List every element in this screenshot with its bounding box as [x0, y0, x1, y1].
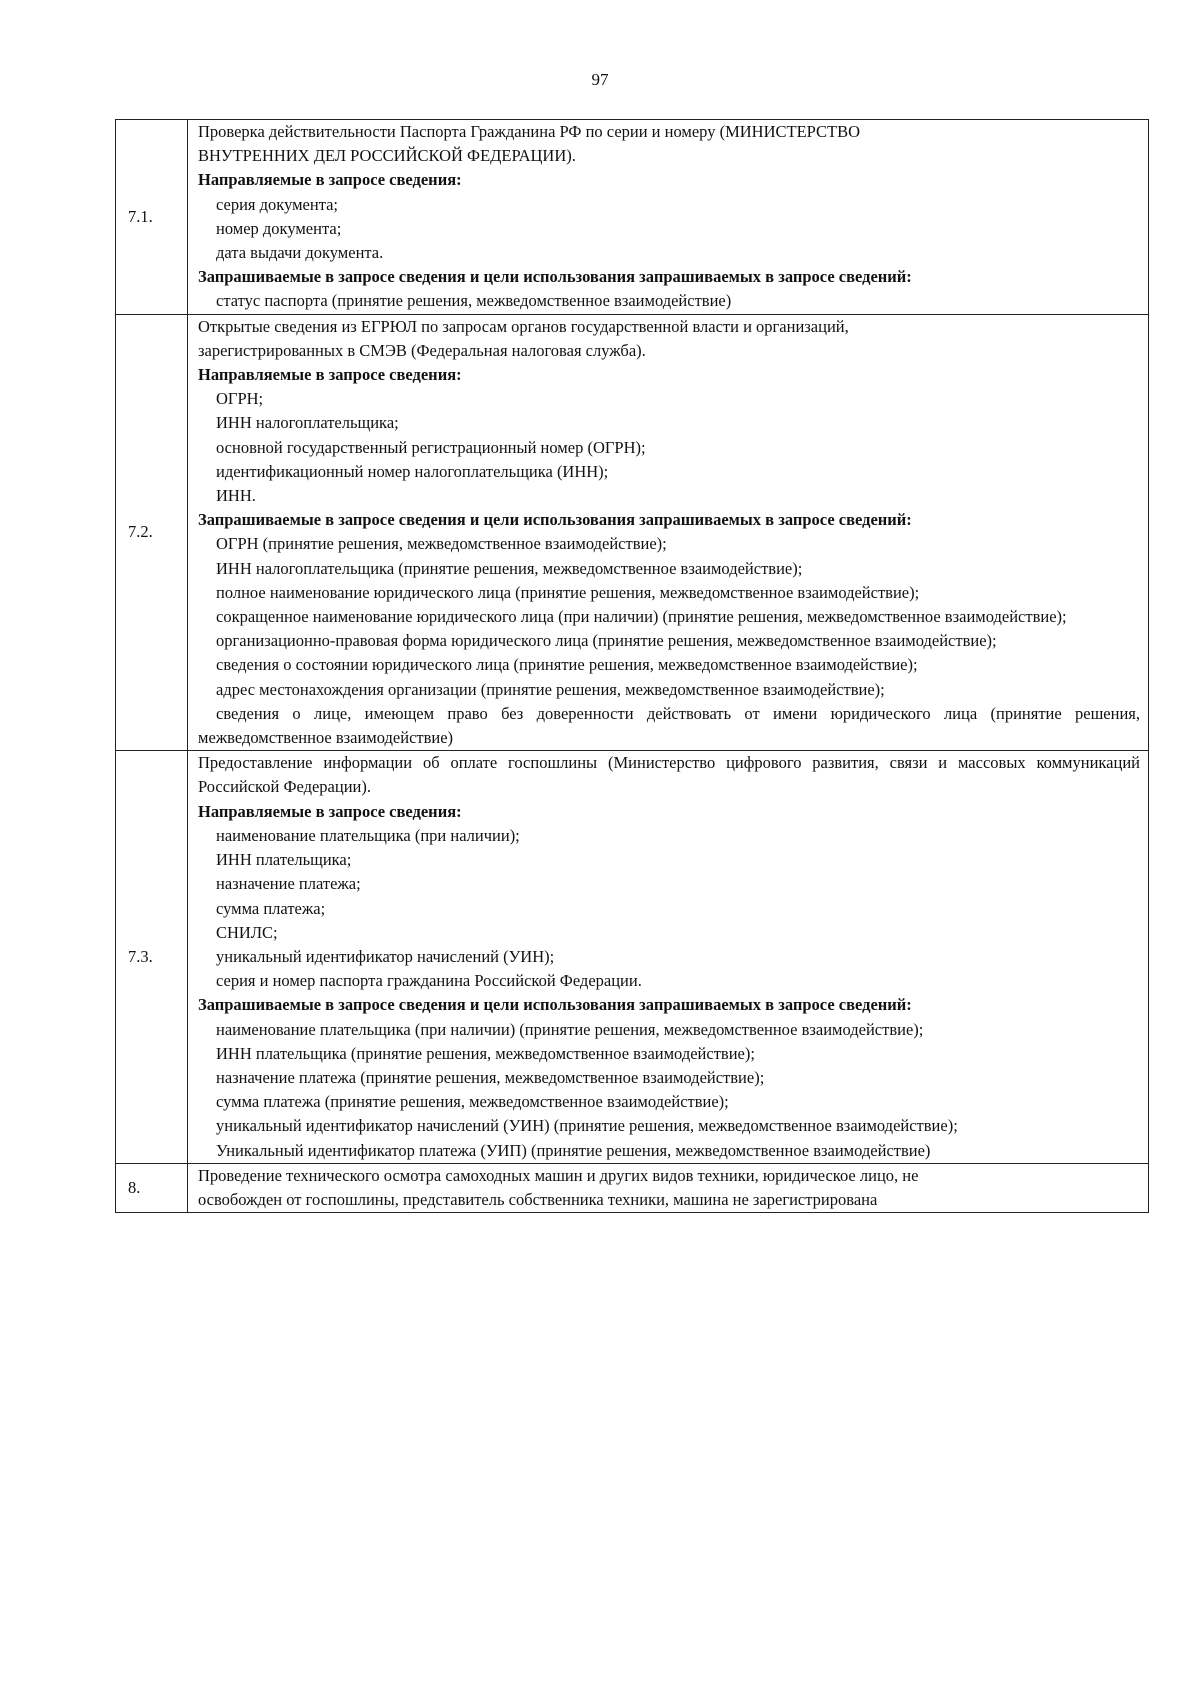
list-item: основной государственный регистрационный номер (ОГРН); — [216, 437, 646, 457]
list-item: назначение платежа; — [216, 874, 361, 894]
list-item: организационно-правовая форма юридического лица (принятие решения, межведомственное взаимодействие); — [216, 631, 997, 651]
list-item: адрес местонахождения организации (принятие решения, межведомственное взаимодействие); — [216, 679, 885, 699]
list-item: сумма платежа; — [216, 898, 326, 918]
section-heading: Запрашиваемые в запросе сведения и цели использования запрашиваемых в запросе сведений: — [198, 510, 912, 530]
list-item: серия и номер паспорта гражданина Российской Федерации. — [216, 971, 642, 991]
list-item: наименование плательщика (при наличии) (принятие решения, межведомственное взаимодействие); — [216, 1019, 924, 1039]
row-description: освобожден от госпошлины, представитель собственника техники, машина не зарегистрирована — [198, 1189, 878, 1209]
row-number: 7.3. — [116, 751, 188, 1163]
section-heading: Запрашиваемые в запросе сведения и цели использования запрашиваемых в запросе сведений: — [198, 267, 912, 287]
row-description: Открытые сведения из ЕГРЮЛ по запросам органов государственной власти и организаций, — [198, 316, 849, 336]
list-item: сведения о состоянии юридического лица (принятие решения, межведомственное взаимодействие); — [216, 655, 918, 675]
section-heading: Направляемые в запросе сведения: — [198, 801, 462, 821]
table-body — [116, 120, 1149, 1213]
list-item: сведения о лице, имеющем право без доверенности действовать от имени юридического лица (принятие решения, межведомственное взаимодействие) — [198, 703, 1140, 748]
list-item: ИНН налогоплательщика; — [216, 413, 399, 433]
section-heading: Направляемые в запросе сведения: — [198, 170, 462, 190]
list-item: дата выдачи документа. — [216, 243, 384, 263]
table-row — [116, 120, 1149, 315]
row-description: Предоставление информации об оплате госпошлины (Министерство цифрового развития, связи и массовых коммуникаций Российской Федерации). — [198, 753, 1140, 797]
list-item: наименование плательщика (при наличии); — [216, 825, 520, 845]
requirements-table — [115, 119, 1149, 1213]
list-item: ОГРН (принятие решения, межведомственное взаимодействие); — [216, 534, 667, 554]
list-item: назначение платежа (принятие решения, межведомственное взаимодействие); — [216, 1067, 765, 1087]
list-item: идентификационный номер налогоплательщика (ИНН); — [216, 461, 609, 481]
list-item: ИНН плательщика (принятие решения, межведомственное взаимодействие); — [216, 1043, 755, 1063]
list-item: полное наименование юридического лица (принятие решения, межведомственное взаимодействие); — [216, 582, 920, 602]
list-item: ИНН плательщика; — [216, 850, 352, 870]
list-item: ИНН. — [216, 486, 256, 506]
row-description: Проверка действительности Паспорта Гражданина РФ по серии и номеру (МИНИСТЕРСТВО — [198, 122, 861, 141]
row-description: ВНУТРЕННИХ ДЕЛ РОССИЙСКОЙ ФЕДЕРАЦИИ). — [198, 146, 576, 166]
list-item: серия документа; — [216, 194, 339, 214]
table-row — [116, 1163, 1149, 1212]
row-content — [188, 1163, 1149, 1212]
row-description: Проведение технического осмотра самоходных машин и других видов техники, юридическое лицо, не — [198, 1165, 919, 1185]
list-item: номер документа; — [216, 218, 342, 238]
table-row — [116, 314, 1149, 751]
list-item: Уникальный идентификатор платежа (УИП) (принятие решения, межведомственное взаимодействие) — [216, 1140, 931, 1160]
list-item: уникальный идентификатор начислений (УИН) (принятие решения, межведомственное взаимодействие); — [216, 1116, 958, 1136]
list-item: сокращенное наименование юридического лица (при наличии) (принятие решения, межведомственное взаимодействие); — [216, 607, 1067, 627]
page-number: 97 — [591, 70, 609, 89]
row-number: 7.2. — [116, 314, 188, 751]
list-item: статус паспорта (принятие решения, межведомственное взаимодействие) — [216, 291, 732, 311]
row-number: 7.1. — [116, 120, 188, 315]
table-row — [116, 751, 1149, 1163]
row-content — [188, 314, 1149, 751]
list-item: ИНН налогоплательщика (принятие решения, межведомственное взаимодействие); — [216, 558, 803, 578]
list-item: уникальный идентификатор начислений (УИН); — [216, 946, 555, 966]
row-description: зарегистрированных в СМЭВ (Федеральная налоговая служба). — [198, 340, 646, 360]
row-number: 8. — [116, 1163, 188, 1212]
list-item: СНИЛС; — [216, 922, 278, 942]
row-content — [188, 751, 1149, 1163]
list-item: сумма платежа (принятие решения, межведомственное взаимодействие); — [216, 1092, 729, 1112]
row-content — [188, 120, 1149, 315]
section-heading: Запрашиваемые в запросе сведения и цели использования запрашиваемых в запросе сведений: — [198, 995, 912, 1015]
list-item: ОГРН; — [216, 389, 264, 409]
section-heading: Направляемые в запросе сведения: — [198, 365, 462, 385]
